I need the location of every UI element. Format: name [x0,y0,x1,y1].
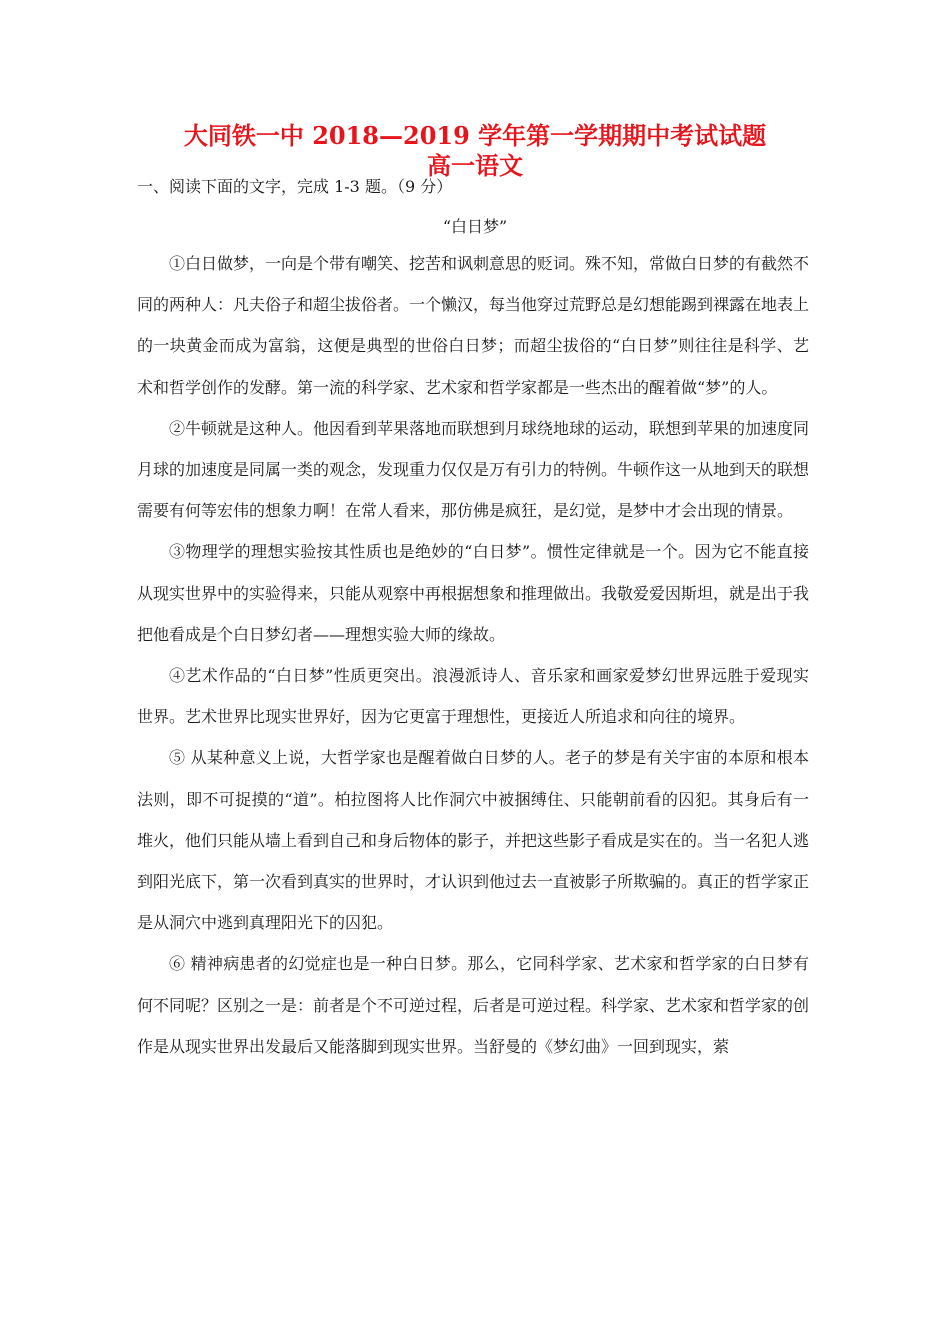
paragraph-2: ②牛顿就是这种人。他因看到苹果落地而联想到月球绕地球的运动，联想到苹果的加速度同月球的加速度是同属一类的观念，发现重力仅仅是万有引力的特例。牛顿作这一从地到天的联想需要有何等宏伟的想象力啊！在常人看来，那仿佛是疯狂，是幻觉，是梦中才会出现的情景。 [137,418,810,521]
exam-title: 大同铁一中 2018—2019 学年第一学期期中考试试题 [183,121,767,150]
passage-body [137,243,809,1067]
exam-subtitle: 高一语文 [427,151,523,180]
paragraph-5: ⑤ 从某种意义上说，大哲学家也是醒着做白日梦的人。老子的梦是有关宇宙的本原和根本法则，即不可捉摸的“道”。柏拉图将人比作洞穴中被捆缚住、只能朝前看的囚犯。其身后有一堆火，他们只能从墙上看到自己和身后物体的影子，并把这些影子看成是实在的。当一名犯人逃到阳光底下，第一次看到真实的世界时，才认识到他过去一直被影子所欺骗的。真正的哲学家正是从洞穴中逃到真理阳光下的囚犯。 [137,748,810,933]
paragraph-6: ⑥ 精神病患者的幻觉症也是一种白日梦。那么，它同科学家、艺术家和哲学家的白日梦有何不同呢？区别之一是：前者是个不可逆过程，后者是可逆过程。科学家、艺术家和哲学家的创作是从现实世界出发最后又能落脚到现实世界。当舒曼的《梦幻曲》一回到现实，萦 [137,954,810,1056]
paragraph-4: ④艺术作品的“白日梦”性质更突出。浪漫派诗人、音乐家和画家爱梦幻世界远胜于爱现实世界。艺术世界比现实世界好，因为它更富于理想性，更接近人所追求和向往的境界。 [137,666,809,727]
title-block [0,120,950,180]
passage-title: “白日梦” [442,217,508,236]
section-header: 一、阅读下面的文字，完成 1-3 题。（9 分） [137,177,453,196]
paragraph-3: ③物理学的理想实验按其性质也是绝妙的“白日梦”。惯性定律就是一个。因为它不能直接从现实世界中的实验得来，只能从观察中再根据想象和推理做出。我敬爱爱因斯坦，就是出于我把他看成是个白日梦幻者——理想实验大师的缘故。 [137,542,810,644]
paragraph-1: ①白日做梦，一向是个带有嘲笑、挖苦和讽刺意思的贬词。殊不知，常做白日梦的有截然不同的两种人：凡夫俗子和超尘拔俗者。一个懒汉，每当他穿过荒野总是幻想能踢到裸露在地表上的一块黄金而成为富翁，这便是典型的世俗白日梦；而超尘拔俗的“白日梦”则往往是科学、艺术和哲学创作的发酵。第一流的科学家、艺术家和哲学家都是一些杰出的醒着做“梦”的人。 [137,254,810,397]
